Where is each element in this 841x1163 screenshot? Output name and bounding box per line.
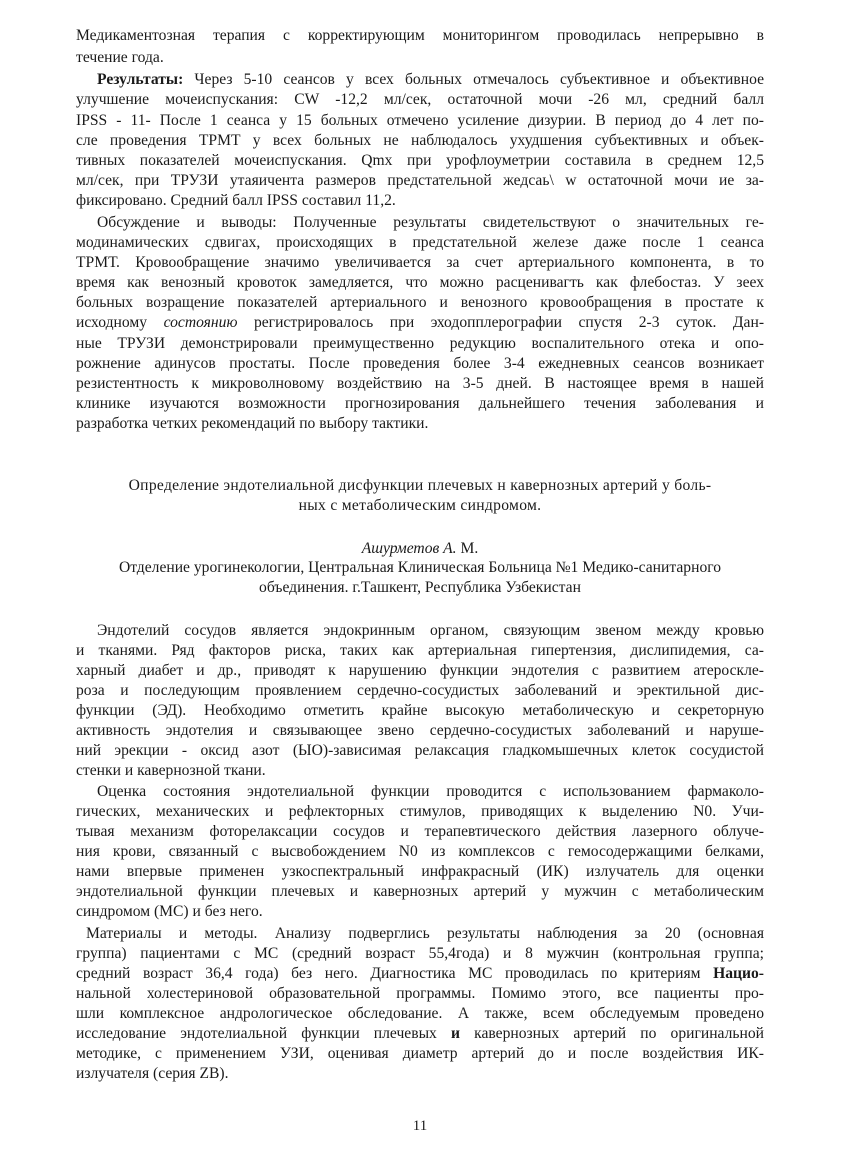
text-line: нами впервые применен узкоспектральный инфракрасный (ИК) излучатель для оценки [76,863,764,880]
results-label: Результаты: [97,71,184,88]
text-line: течение года. [76,49,164,66]
text-line: ний эрекции - оксид азот (ЫО)-зависимая релаксация гладкомышечных клеток сосудистой [76,742,764,759]
results-line [97,70,764,90]
text-line: ния крови, связанный с высвобождением N0 из комплексов с гемосодержащими белками, [76,843,764,860]
text-line: нальной холестериновой образовательной программы. Помимо этого, все пациенты про- [76,985,764,1002]
text-line: ные ТРУЗИ демонстрировали преимущественно редукцию воспалительного отека и опо- [76,335,764,352]
text-line: тывая механизм фоторелаксации сосудов и терапевтического действия лазерного облуче- [76,823,764,840]
author-name: Ашурметов А. [361,540,457,557]
page-number: 11 [412,1118,428,1134]
text-line: эндотелиальной функции плечевых и кавернозных артерий у мужчин с метаболическим [76,883,764,900]
text-line: время как венозный кровоток замедляется, что можно расценивагть как флебостаз. У зеех [76,274,764,291]
text-line: роза и последующим проявлением сердечно-сосудистых заболеваний и эректильной дис- [76,682,764,699]
text-line: Оценка состояния эндотелиальной функции проводится с использованием фармаколо- [97,783,764,800]
text-line: группа) пациентами с МС (средний возраст 55,4года) и 8 мужчин (контрольная группа; [76,945,764,962]
text-line: мл/сек, при ТРУЗИ утаяичента размеров предстательной жедсаь\ w остаточной мочи ие за- [76,172,764,189]
text-line: активность эндотелия и связывающее звено сердечно-сосудистых заболеваний и наруше- [76,722,764,739]
text-span: регистрировалось при эходопплерографии спустя 2-3 суток. Дан- [253,314,765,331]
text-line: Медикаментозная терапия с корректирующим мониторингом проводилась непрерывно в [76,27,764,44]
text-line [76,313,764,333]
author-initial: М. [460,540,479,557]
text-line: гических, механических и рефлекторных стимулов, приводящих к выделению N0. Учи- [76,803,764,820]
text-line: шли комплексное андрологическое обследование. А также, всем обследуемым проведено [76,1005,764,1022]
text-line: модинамических сдвигах, происходящих в предстательной железе даже после 1 сеанса [76,234,764,251]
text-line: и тканями. Ряд факторов риска, таких как артериальная гипертензия, дислипидемия, са- [76,642,764,659]
article-title-line: ных с метаболическим синдромом. [298,497,542,514]
text-line: клинике изучаются возможности прогнозирования дальнейшего течения заболевания и [76,395,764,412]
text-line: тивных показателей мочеиспускания. Qmx при урофлоуметрии составила в среднем 12,5 [76,152,764,169]
text-line: Материалы и методы. Анализу подверглись результаты наблюдения за 20 (основная [86,925,764,942]
text-line: харный диабет и др., приводят к нарушению функции эндотелия с развитием атероскле- [76,662,764,679]
text-line: разработка четких рекомендаций по выбору тактики. [76,415,429,432]
text-span: исследование эндотелиальной функции плечевых [76,1025,437,1042]
affiliation-line: объединения. г.Ташкент, Республика Узбекистан [259,579,581,596]
text-line: излучателя (серия ZB). [76,1065,229,1082]
text-span: средний возраст 36,4 года) без него. Диагностика МС проводилась по критериям [76,965,701,982]
text-span: кавернозных артерий по оригинальной [474,1025,764,1042]
text-line: больных возращение показателей артериального и венозного кровообращения в простате к [76,294,764,311]
text-line: синдромом (МС) и без него. [76,903,263,920]
affiliation-line: Отделение урогинекологии, Центральная Клиническая Больница №1 Медико-санитарного [118,559,722,576]
text-line: резистентность к микроволновому воздействию на 3-5 дней. В настоящее время в нашей [76,375,764,392]
text-line: ТРМТ. Кровообращение значимо увеличивается за счет артериального компонента, в то [76,254,764,271]
bold-span: и [450,1025,460,1042]
text-line: методике, с применением УЗИ, оценивая диаметр артерий до и после воздействия ИК- [76,1045,764,1062]
text-line: Эндотелий сосудов является эндокринным органом, связующим звеном между кровью [97,622,764,639]
bold-span: Нацио- [713,965,764,982]
text-line: улучшение мочеиспускания: CW -12,2 мл/сек, остаточной мочи -26 мл, средний балл [76,91,764,108]
text-line: фиксировано. Средний балл IPSS составил 11,2. [76,192,396,209]
article-title-line: Определение эндотелиальной дисфункции плечевых н кавернозных артерий у боль- [128,477,712,494]
author [60,539,780,559]
results-text: Через 5-10 сеансов у всех больных отмечалось субъективное и объективное [194,71,764,88]
text-line: рожнение адинусов простаты. После проведения более 3-4 ежедневных сеансов возникает [76,355,764,372]
italic-span: состоянию [163,314,238,331]
text-span: исходному [76,314,148,331]
text-line: стенки и кавернозной ткани. [76,762,266,779]
text-line: Обсуждение и выводы: Полученные результаты свидетельствуют о значительных ге- [97,214,764,231]
text-line [76,964,764,984]
text-line: IPSS - 11- После 1 сеанса у 15 больных отмечено усиление дизурии. В период до 4 лет по- [76,112,764,129]
text-line [76,1024,764,1044]
text-line: функции (ЭД). Необходимо отметить крайне высокую метаболическую и секреторную [76,702,764,719]
text-line: сле проведения ТРМТ у всех больных не наблюдалось ухудшения субъективных и объек- [76,132,764,149]
